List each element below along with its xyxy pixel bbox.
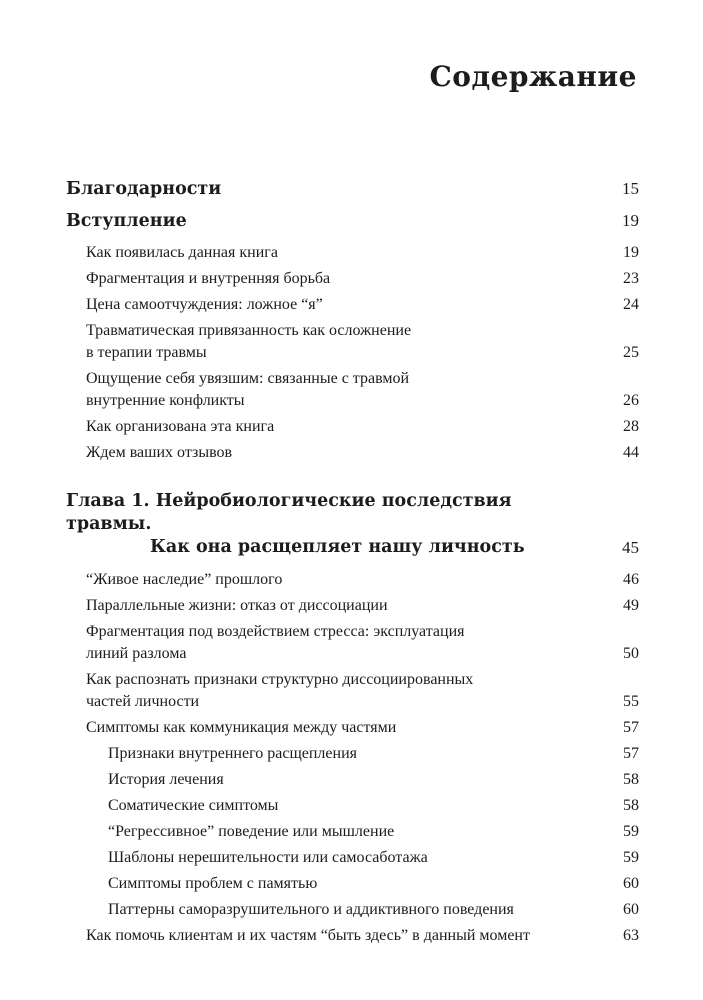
toc-page-number: 60: [623, 875, 639, 892]
toc-entry[interactable]: [66, 669, 639, 713]
toc-entry-title: Признаки внутреннего расщепления: [108, 745, 357, 762]
toc-page-number: 57: [623, 745, 639, 762]
toc-entry[interactable]: [66, 595, 639, 617]
toc-entry-title: [86, 320, 599, 364]
toc-entry-title: “Регрессивное” поведение или мышление: [108, 823, 395, 840]
toc-page-number: 57: [623, 719, 639, 736]
toc-subentry[interactable]: [66, 873, 639, 895]
toc-entry[interactable]: [66, 442, 639, 464]
toc-entry-title: Как появилась данная книга: [86, 244, 278, 261]
toc-entry[interactable]: [66, 294, 639, 316]
toc-entry-title-line: линий разлома: [86, 645, 187, 662]
toc-entry-title: Цена самоотчуждения: ложное “я”: [86, 296, 323, 313]
toc-entry-title: Благодарности: [66, 179, 222, 199]
toc-entry-title-line: Как она расщепляет нашу личность: [150, 537, 525, 557]
toc-entry-title: Паттерны саморазрушительного и аддиктивного поведения: [108, 901, 514, 918]
toc-page-number: 26: [623, 392, 639, 409]
toc-entry-title: Параллельные жизни: отказ от диссоциации: [86, 597, 388, 614]
toc-entry[interactable]: [66, 368, 639, 412]
toc-entry[interactable]: [66, 320, 639, 364]
toc-entry-title-line: частей личности: [86, 693, 200, 710]
toc-entry-title: [86, 621, 599, 665]
toc-page-number: 59: [623, 823, 639, 840]
page-title: Содержание: [429, 60, 637, 93]
toc-entry-title: Ждем ваших отзывов: [86, 444, 233, 461]
toc-entry-introduction[interactable]: [66, 210, 639, 232]
toc-entry[interactable]: [66, 621, 639, 665]
toc-page-number: 55: [623, 693, 639, 710]
toc-entry-title: [86, 368, 599, 412]
toc-subentry[interactable]: [66, 743, 639, 765]
toc-page-number: 58: [623, 771, 639, 788]
toc-page-number: 46: [623, 571, 639, 588]
toc-entry-title-line: Глава 1. Нейробиологические последствия травмы.: [66, 491, 512, 534]
table-of-contents: [66, 178, 639, 947]
toc-page-number: 19: [622, 211, 639, 230]
toc-entry-title: Симптомы проблем с памятью: [108, 875, 318, 892]
toc-entry[interactable]: [66, 569, 639, 591]
toc-page-number: 59: [623, 849, 639, 866]
toc-entry-title-line: Фрагментация под воздействием стресса: эксплуатация: [86, 623, 465, 640]
toc-entry[interactable]: [66, 268, 639, 290]
toc-entry-title: Соматические симптомы: [108, 797, 279, 814]
toc-entry[interactable]: [66, 717, 639, 739]
toc-entry-title: Как организована эта книга: [86, 418, 275, 435]
toc-entry-title-line: Как распознать признаки структурно диссоциированных: [86, 671, 474, 688]
toc-entry-title-line: Ощущение себя увязшим: связанные с травмой: [86, 370, 410, 387]
toc-entry-title: Фрагментация и внутренняя борьба: [86, 270, 331, 287]
toc-subentry[interactable]: [66, 769, 639, 791]
toc-page-number: 60: [623, 901, 639, 918]
toc-entry-title: [66, 490, 599, 559]
toc-page-number: 23: [623, 270, 639, 287]
toc-page-number: 15: [622, 179, 639, 198]
toc-entry-title: [86, 669, 599, 713]
toc-entry-title: История лечения: [108, 771, 224, 788]
toc-subentry[interactable]: [66, 821, 639, 843]
toc-entry[interactable]: [66, 416, 639, 438]
toc-page-number: 58: [623, 797, 639, 814]
toc-entry[interactable]: [66, 242, 639, 264]
toc-page-number: 25: [623, 344, 639, 361]
toc-page-number: 50: [623, 645, 639, 662]
toc-page-number: 63: [623, 927, 639, 944]
toc-entry-title: Шаблоны нерешительности или самосаботажа: [108, 849, 428, 866]
toc-entry[interactable]: [66, 925, 639, 947]
toc-page-number: 49: [623, 597, 639, 614]
toc-page-number: 45: [622, 538, 639, 557]
toc-entry-title-line: внутренние конфликты: [86, 392, 245, 409]
toc-subentry[interactable]: [66, 795, 639, 817]
toc-page-number: 44: [623, 444, 639, 461]
toc-entry-title: Симптомы как коммуникация между частями: [86, 719, 397, 736]
toc-subentry[interactable]: [66, 847, 639, 869]
toc-entry-title-line: Травматическая привязанность как осложнение: [86, 322, 412, 339]
toc-entry-title-line: в терапии травмы: [86, 344, 207, 361]
toc-entry-chapter-1[interactable]: [66, 490, 639, 559]
toc-entry-title: “Живое наследие” прошлого: [86, 571, 283, 588]
toc-subentry[interactable]: [66, 899, 639, 921]
toc-page-number: 24: [623, 296, 639, 313]
toc-entry-acknowledgements[interactable]: [66, 178, 639, 200]
toc-entry-title: Вступление: [66, 211, 187, 231]
toc-entry-title: Как помочь клиентам и их частям “быть здесь” в данный момент: [86, 927, 530, 944]
toc-page-number: 28: [623, 418, 639, 435]
toc-page-number: 19: [623, 244, 639, 261]
